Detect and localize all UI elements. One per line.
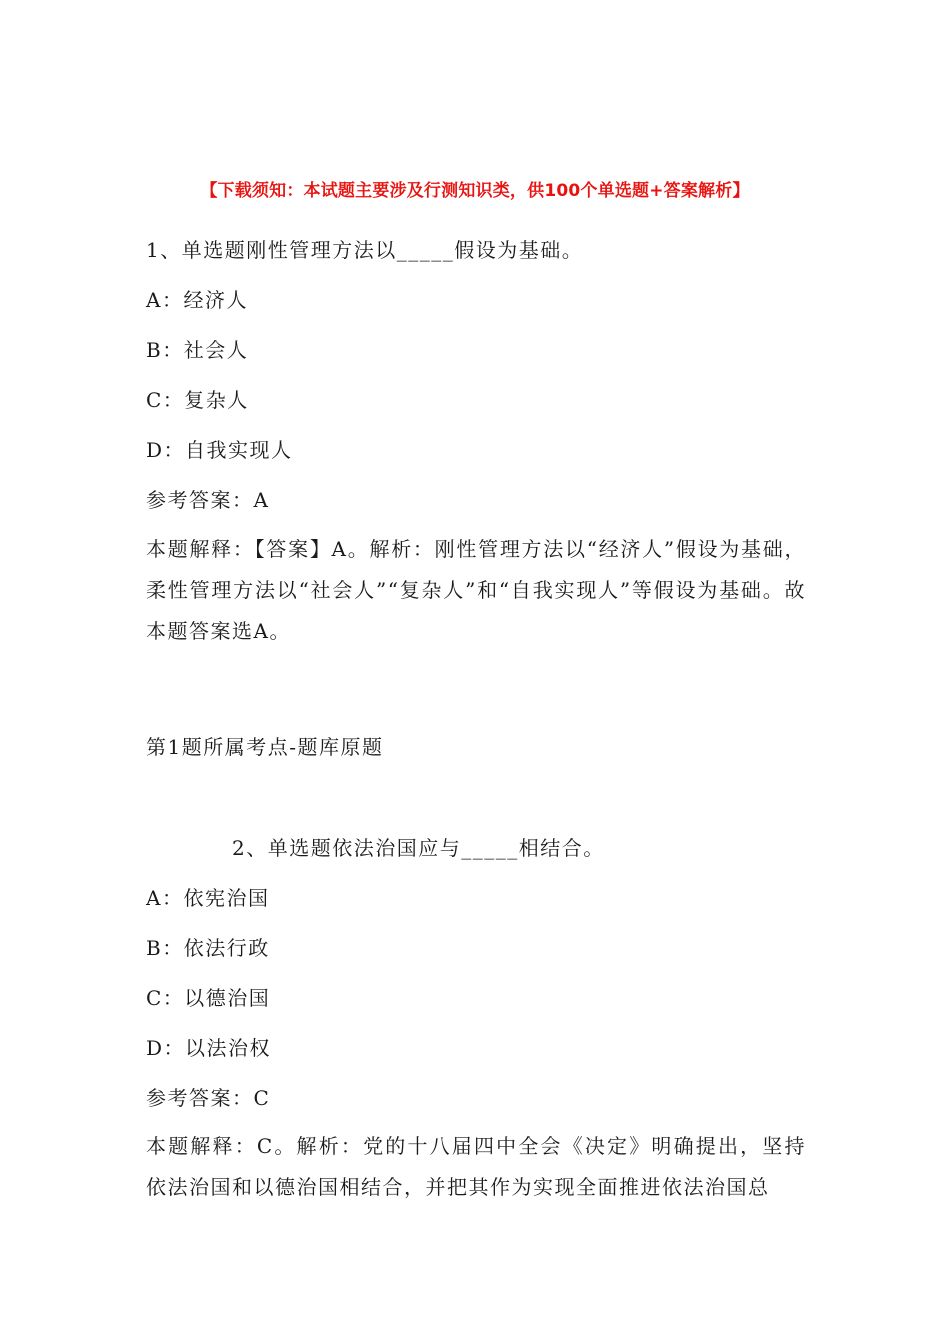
question-2-option-a: A：依宪治国 — [146, 886, 270, 910]
question-2-answer: 参考答案：C — [146, 1086, 271, 1110]
question-1-point: 第1题所属考点-题库原题 — [146, 735, 384, 759]
question-2-option-c: C：以德治国 — [146, 986, 271, 1010]
question-1-option-c: C：复杂人 — [146, 388, 249, 412]
question-1-answer: 参考答案：A — [146, 488, 270, 512]
question-1-text: 1、单选题刚性管理方法以_____假设为基础。 — [146, 238, 584, 262]
question-2-option-d: D：以法治权 — [146, 1036, 272, 1060]
question-1-option-a: A：经济人 — [146, 288, 248, 312]
question-1-analysis: 本题解释：【答案】A。解析：刚性管理方法以“经济人”假设为基础，柔性管理方法以“社会人”“复杂人”和“自我实现人”等假设为基础。故本题答案选A。 — [146, 537, 806, 643]
question-2-analysis: 本题解释：C。解析：党的十八届四中全会《决定》明确提出，坚持依法治国和以德治国相结合，并把其作为实现全面推进依法治国总 — [146, 1134, 806, 1199]
question-2-text: 2、单选题依法治国应与_____相结合。 — [232, 836, 605, 860]
download-notice: 【下载须知：本试题主要涉及行测知识类，供100个单选题+答案解析】 — [200, 181, 750, 201]
question-1-option-b: B：社会人 — [146, 338, 249, 362]
question-1-option-d: D：自我实现人 — [146, 438, 293, 462]
question-2-option-b: B：依法行政 — [146, 936, 270, 960]
